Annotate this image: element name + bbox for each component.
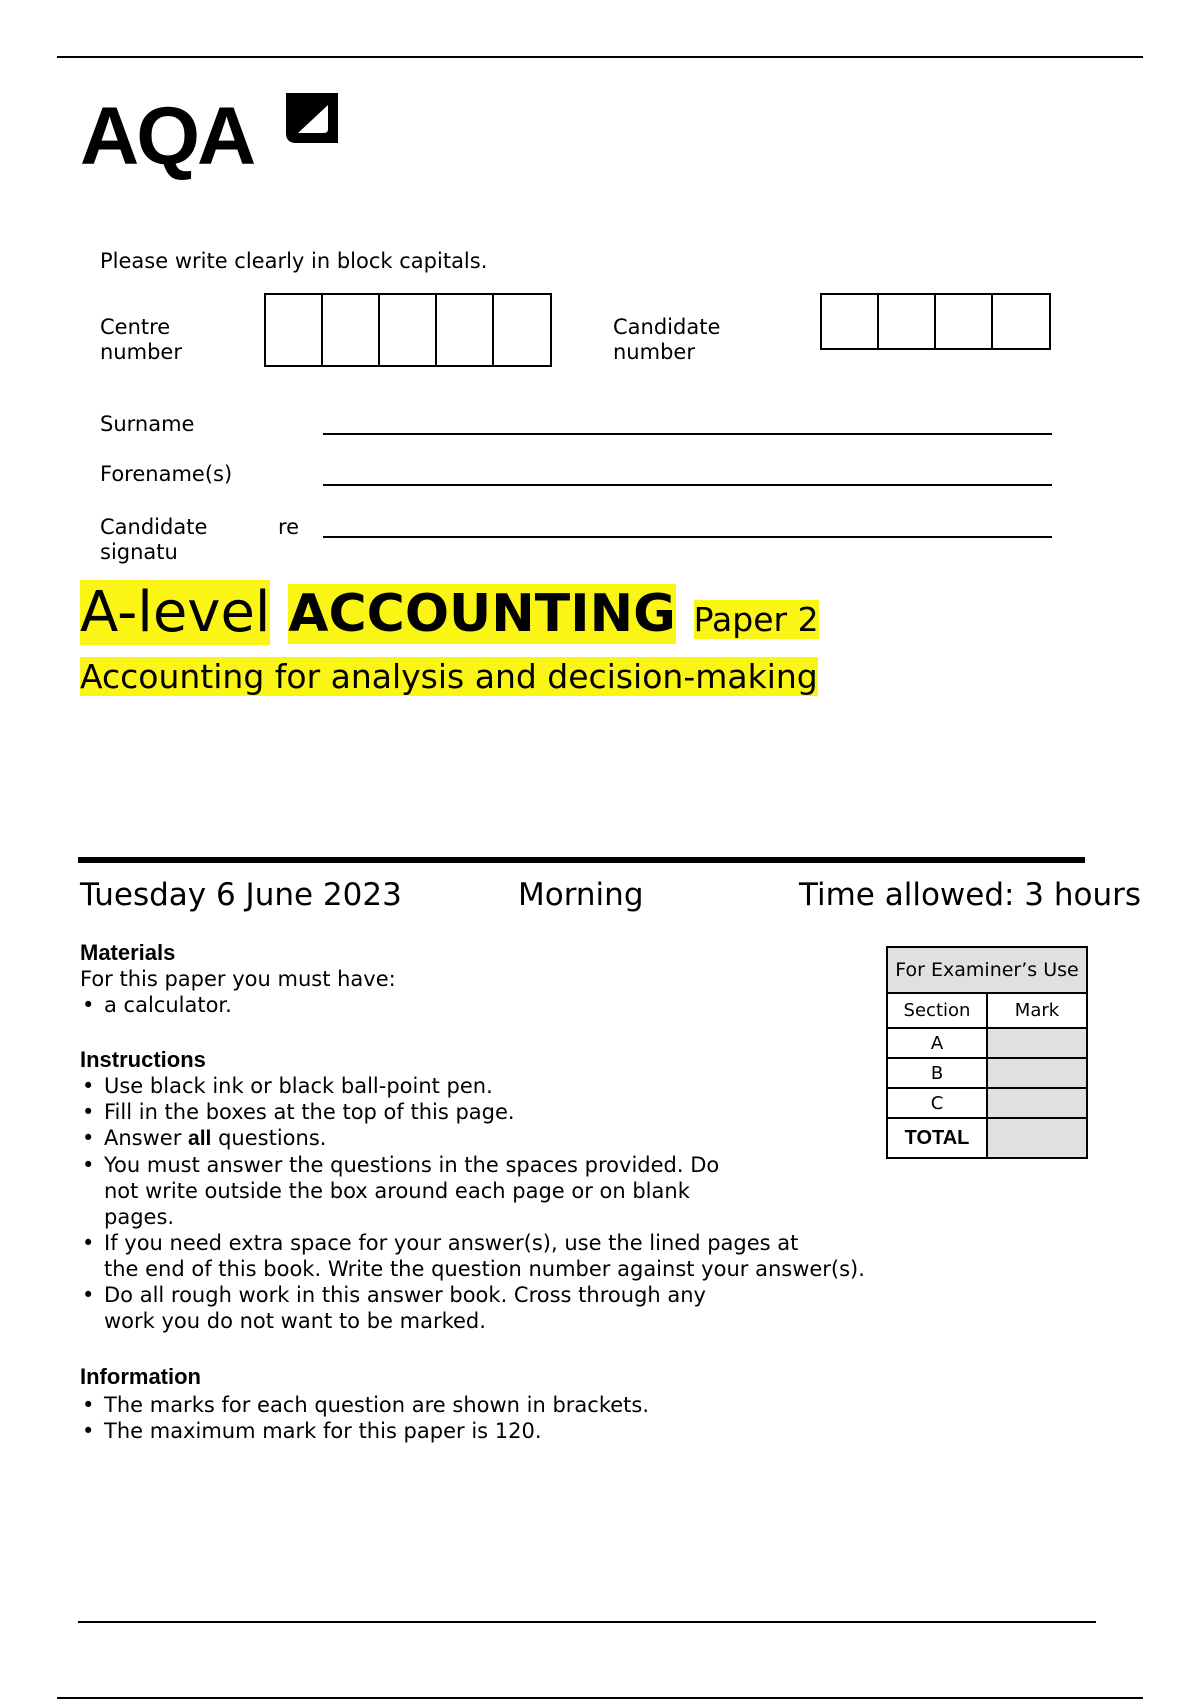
signature-label-fragment: re: [278, 515, 300, 539]
subject-title: ACCOUNTING: [288, 584, 676, 644]
examiner-table-heading: For Examiner’s Use: [887, 947, 1087, 993]
materials-heading: Materials: [80, 940, 176, 965]
centre-number-digit-box[interactable]: [266, 295, 323, 365]
list-item: • If you need extra space for your answer(s), use the lined pages at the end of this book. Write the question number against your answer(s).: [80, 1230, 865, 1282]
paper-subtitle: [80, 656, 818, 698]
list-item: • Use black ink or black ball-point pen.: [80, 1073, 865, 1099]
list-item: • a calculator.: [80, 992, 232, 1018]
candidate-number-digit-box[interactable]: [936, 295, 993, 348]
section-cell: C: [887, 1088, 987, 1118]
forenames-label: Forename(s): [100, 462, 233, 486]
mark-cell: [987, 1028, 1087, 1058]
date-divider-rule: [78, 857, 1085, 863]
paper-subtitle-text: Accounting for analysis and decision-making: [80, 657, 818, 696]
page-bottom-rule: [57, 1697, 1143, 1699]
footer-rule: [78, 1621, 1096, 1623]
candidate-number-label: [613, 315, 720, 365]
candidate-number-digit-box[interactable]: [993, 295, 1049, 348]
list-item: • Do all rough work in this answer book. Cross through any work you do not want to be marked.: [80, 1282, 865, 1334]
aqa-logo-text: AQA: [80, 91, 254, 182]
exam-date: Tuesday 6 June 2023: [80, 877, 402, 913]
forenames-field[interactable]: [323, 484, 1052, 486]
list-item: • Answer all questions.: [80, 1125, 865, 1152]
mark-column-header: Mark: [987, 993, 1087, 1028]
signature-label: [100, 515, 207, 565]
information-heading: Information: [80, 1364, 201, 1389]
instructions-list: [80, 1073, 865, 1334]
candidate-number-boxes: [820, 293, 1051, 350]
exam-session: Morning: [518, 877, 644, 913]
centre-number-label-line2: number: [100, 340, 182, 364]
centre-number-digit-box[interactable]: [323, 295, 380, 365]
list-item: • The maximum mark for this paper is 120.: [80, 1418, 649, 1444]
centre-number-label: [100, 315, 182, 365]
surname-field[interactable]: [323, 433, 1052, 435]
candidate-number-digit-box[interactable]: [879, 295, 936, 348]
signature-label-line1: Candidate: [100, 515, 208, 539]
materials-intro: For this paper you must have:: [80, 967, 396, 991]
aqa-logo-mark-icon: [284, 89, 342, 147]
section-cell: A: [887, 1028, 987, 1058]
mark-cell: [987, 1088, 1087, 1118]
paper-number: Paper 2: [693, 600, 819, 639]
total-mark-cell: [987, 1118, 1087, 1158]
examiner-use-table: [886, 946, 1088, 1159]
information-list: [80, 1392, 649, 1444]
centre-number-boxes: [264, 293, 552, 367]
paper-title: [80, 578, 819, 655]
candidate-number-label-line1: Candidate: [613, 315, 721, 339]
mark-cell: [987, 1058, 1087, 1088]
list-item: • The marks for each question are shown in brackets.: [80, 1392, 649, 1418]
section-cell: B: [887, 1058, 987, 1088]
list-item: • You must answer the questions in the spaces provided. Do not write outside the box around each page or on blank pages.: [80, 1152, 865, 1230]
centre-number-digit-box[interactable]: [494, 295, 550, 365]
materials-list: [80, 992, 232, 1018]
instructions-heading: Instructions: [80, 1047, 206, 1072]
qualification-level: A-level: [80, 580, 271, 645]
total-label-cell: TOTAL: [887, 1118, 987, 1158]
centre-number-digit-box[interactable]: [437, 295, 494, 365]
time-allowed: Time allowed: 3 hours: [799, 877, 1142, 913]
top-rule: [57, 56, 1143, 58]
block-capitals-instruction: Please write clearly in block capitals.: [100, 249, 488, 273]
section-column-header: Section: [887, 993, 987, 1028]
signature-field[interactable]: [323, 536, 1052, 538]
list-item: • Fill in the boxes at the top of this page.: [80, 1099, 865, 1125]
surname-label: Surname: [100, 412, 195, 436]
candidate-number-digit-box[interactable]: [822, 295, 879, 348]
centre-number-digit-box[interactable]: [380, 295, 437, 365]
signature-label-line2: signatu: [100, 540, 178, 564]
candidate-number-label-line2: number: [613, 340, 695, 364]
centre-number-label-line1: Centre: [100, 315, 171, 339]
